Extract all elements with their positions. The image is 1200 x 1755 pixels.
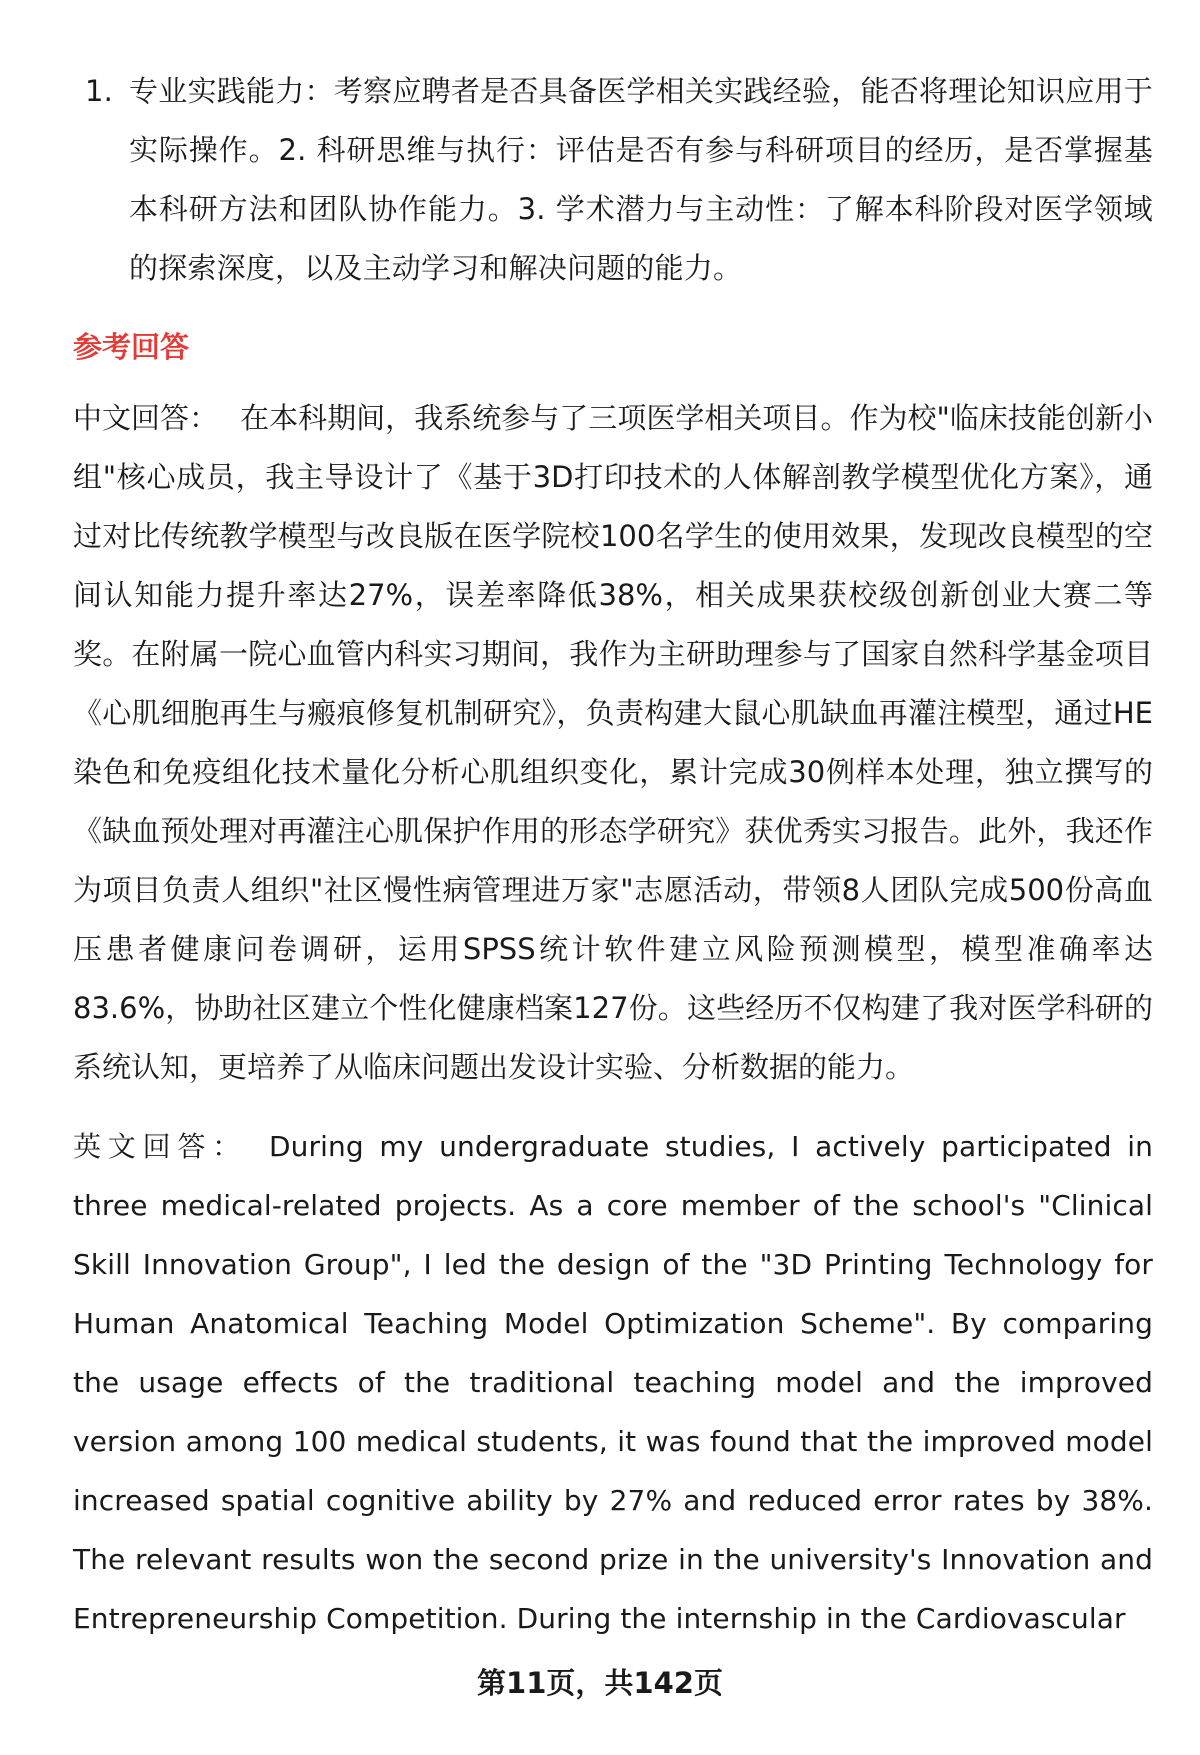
chinese-answer-label: 中文回答： bbox=[73, 401, 219, 435]
reference-answer-heading: 参考回答 bbox=[73, 330, 190, 364]
english-answer-text: During my undergraduate studies, I actively participated in three medical-related projects. As a core member of the school's "Clinical Skill Innovation Group", I led the design of the "3D Printing Technology for Human Anatomical Teaching Model Optimization Scheme". By comparing the usage effects of the traditional teaching model and the improved version among 100 medical students, it was found that the improved model increased spatial cognitive ability by 27% and reduced error rates by 38%. The relevant results won the second prize in the university's Innovation and Entrepreneurship Competition. During the internship in the Cardiovascular bbox=[73, 1130, 1153, 1635]
criteria-number: 1. bbox=[85, 74, 114, 108]
page-footer: 第11页，共142页 bbox=[477, 1666, 723, 1700]
criteria-text: 专业实践能力：考察应聘者是否具备医学相关实践经验，能否将理论知识应用于实际操作。2. 科研思维与执行：评估是否有参与科研项目的经历，是否掌握基本科研方法和团队协作能力。3. 学术潜力与主动性：了解本科阶段对医学领域的探索深度，以及主动学习和解决问题的能力。 bbox=[129, 74, 1153, 285]
assessment-criteria bbox=[85, 62, 1153, 298]
page-content bbox=[73, 62, 1153, 1648]
english-answer bbox=[73, 1117, 1153, 1648]
chinese-answer bbox=[73, 389, 1153, 1097]
english-answer-label: 英文回答： bbox=[73, 1130, 247, 1163]
chinese-answer-text: 在本科期间，我系统参与了三项医学相关项目。作为校"临床技能创新小组"核心成员，我主导设计了《基于3D打印技术的人体解剖教学模型优化方案》，通过对比传统教学模型与改良版在医学院校100名学生的使用效果，发现改良模型的空间认知能力提升率达27%，误差率降低38%，相关成果获校级创新创业大赛二等奖。在附属一院心血管内科实习期间，我作为主研助理参与了国家自然科学基金项目《心肌细胞再生与瘢痕修复机制研究》，负责构建大鼠心肌缺血再灌注模型，通过HE染色和免疫组化技术量化分析心肌组织变化，累计完成30例样本处理，独立撰写的《缺血预处理对再灌注心肌保护作用的形态学研究》获优秀实习报告。此外，我还作为项目负责人组织"社区慢性病管理进万家"志愿活动，带领8人团队完成500份高血压患者健康问卷调研，运用SPSS统计软件建立风险预测模型，模型准确率达83.6%，协助社区建立个性化健康档案127份。这些经历不仅构建了我对医学科研的系统认知，更培养了从临床问题出发设计实验、分析数据的能力。 bbox=[73, 401, 1153, 1084]
